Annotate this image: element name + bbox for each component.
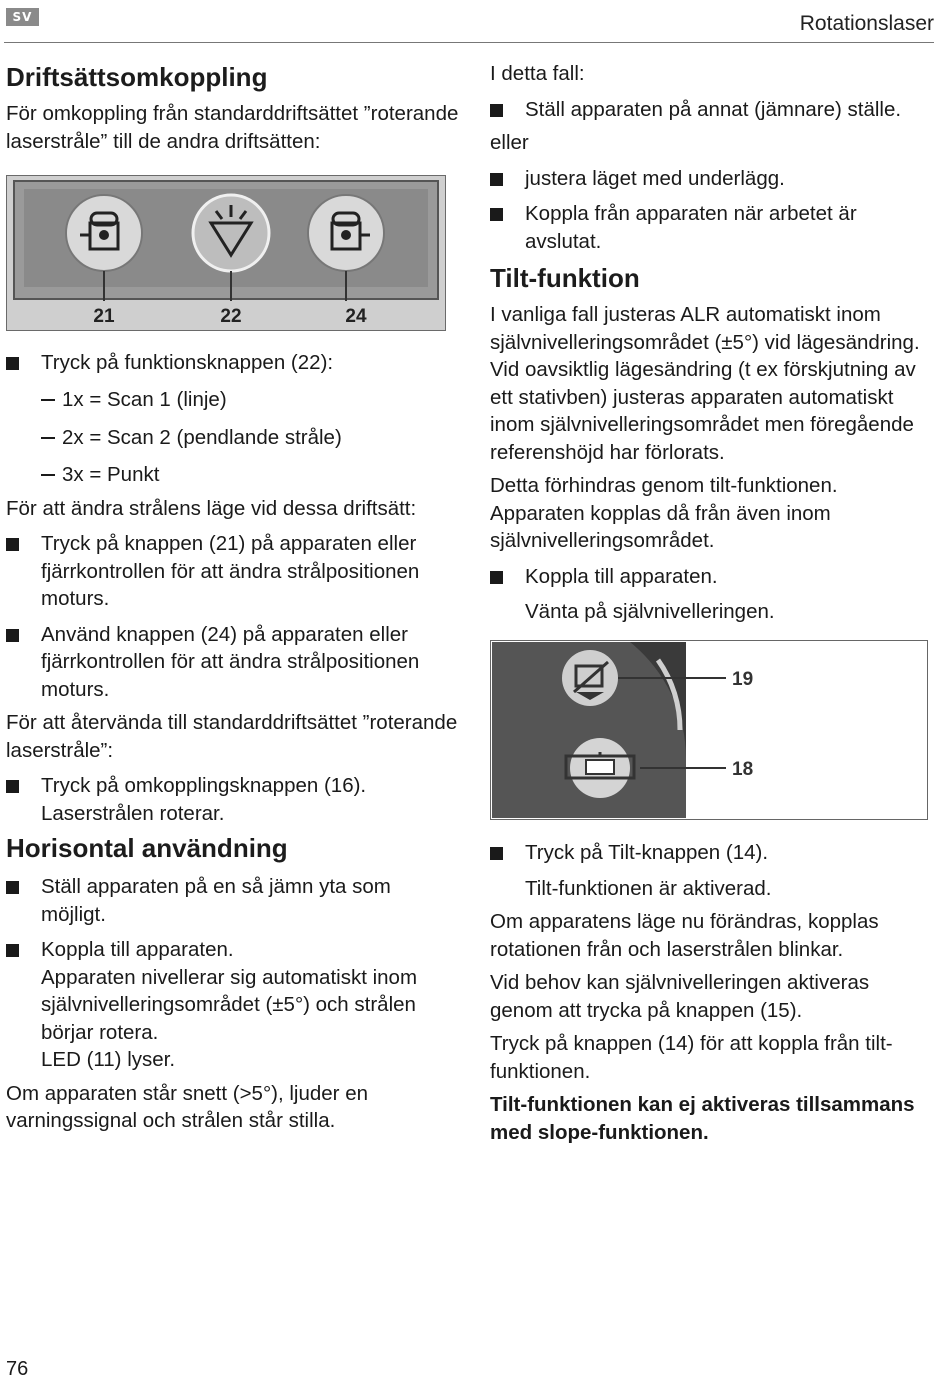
paragraph: Vid behov kan självnivelleringen aktiveras genom att trycka på knappen (15). [490,971,870,1022]
list-item-text: Tryck på Tilt-knappen (14). [525,841,769,864]
list-item [6,873,461,928]
list-item-text: justera läget med underlägg. [525,166,785,190]
section-heading-tilt: Tilt-funktion [490,263,640,293]
paragraph: I detta fall: [490,62,585,85]
figure-label-19: 19 [732,668,754,690]
intro-paragraph: För omkoppling från standarddriftsättet ”roterande laserstråle” till de andra driftsätten: [6,102,459,153]
list-item-text: Tryck på knappen (21) på apparaten eller fjärrkontrollen för att ändra strålpositionen moturs. [41,532,420,610]
header-divider [4,42,934,43]
list-item-text: Koppla till apparaten. [525,564,718,588]
list-item [490,200,935,255]
paragraph: I vanliga fall justeras ALR automatiskt inom självnivelleringsområdet (±5°) vid lägesändring. Vid oavsiktlig lägesändring (t ex förskjutning av ett stativben) justeras apparaten automatiskt inom självnivelleringsområdet men föregående referenshöjd har förlorats. [490,303,920,464]
list-item [6,772,461,827]
list-item [6,936,461,1074]
indented-text: Vänta på självnivelleringen. [525,600,775,623]
list-item [490,839,935,867]
list-item-text: LED (11) lyser. [41,1048,176,1071]
mode-buttons-illustration [6,175,446,331]
mode-buttons-figure [6,175,461,339]
language-badge: SV [6,8,39,26]
list-item-text: Koppla till apparaten. [41,938,234,961]
list-item-text: Koppla från apparaten när arbetet är avslutat. [525,202,857,253]
dash-item [6,461,461,489]
dash-item-text: 1x = Scan 1 (linje) [62,388,227,411]
list-item-text: Ställ apparaten på annat (jämnare) ställe. [525,97,902,121]
list-item-text: Apparaten nivellerar sig automatiskt inom självnivelleringsområdet (±5°) och strålen börjar rotera. [41,965,418,1044]
page-number: 76 [6,1358,29,1380]
list-item [6,530,461,613]
paragraph: För att återvända till standarddriftsättet ”roterande laserstråle”: [6,711,458,762]
header-title: Rotationslaser [799,12,934,35]
section-heading-horizontal: Horisontal användning [6,833,288,863]
paragraph: För att ändra strålens läge vid dessa driftsätt: [6,496,417,520]
list-item-text: Använd knappen (24) på apparaten eller fjärrkontrollen för att ändra strålpositionen moturs. [41,622,420,701]
figure-label-18: 18 [732,758,754,780]
dash-item-text: 3x = Punkt [62,463,160,486]
indented-text: Tilt-funktionen är aktiverad. [525,876,772,900]
paragraph: Detta förhindras genom tilt-funktionen. Apparaten kopplas då från även inom självnivelleringsområdet. [490,474,838,552]
section-heading-mode-switch: Driftsättsomkoppling [6,62,268,92]
list-item [6,349,461,377]
bold-note: Tilt-funktionen kan ej aktiveras tillsammans med slope-funktionen. [490,1093,915,1144]
figure-label-22: 22 [220,306,242,327]
right-column [490,60,935,1146]
list-item [490,96,935,124]
left-column [6,60,461,1135]
list-item [490,563,935,591]
list-item [490,165,935,193]
paragraph: Tryck på knappen (14) för att koppla från tilt-funktionen. [490,1032,893,1083]
paragraph: eller [490,131,529,154]
dash-item-text: 2x = Scan 2 (pendlande stråle) [62,425,342,449]
list-item-text: Tryck på funktionsknappen (22): [41,350,334,374]
paragraph: Om apparatens läge nu förändras, kopplas rotationen från och laserstrålen blinkar. [490,910,879,961]
tilt-buttons-figure [490,640,935,828]
dash-item [6,386,461,414]
dash-item [6,424,461,452]
list-item-text: Laserstrålen roterar. [41,801,225,825]
figure-label-21: 21 [93,306,115,327]
list-item-text: Tryck på omkopplingsknappen (16). [41,774,367,797]
paragraph: Om apparaten står snett (>5°), ljuder en varningssignal och strålen står stilla. [6,1081,369,1132]
list-item [6,621,461,704]
tilt-buttons-illustration [490,640,928,820]
figure-label-24: 24 [345,306,367,327]
list-item-text: Ställ apparaten på en så jämn yta som möjligt. [41,875,391,926]
